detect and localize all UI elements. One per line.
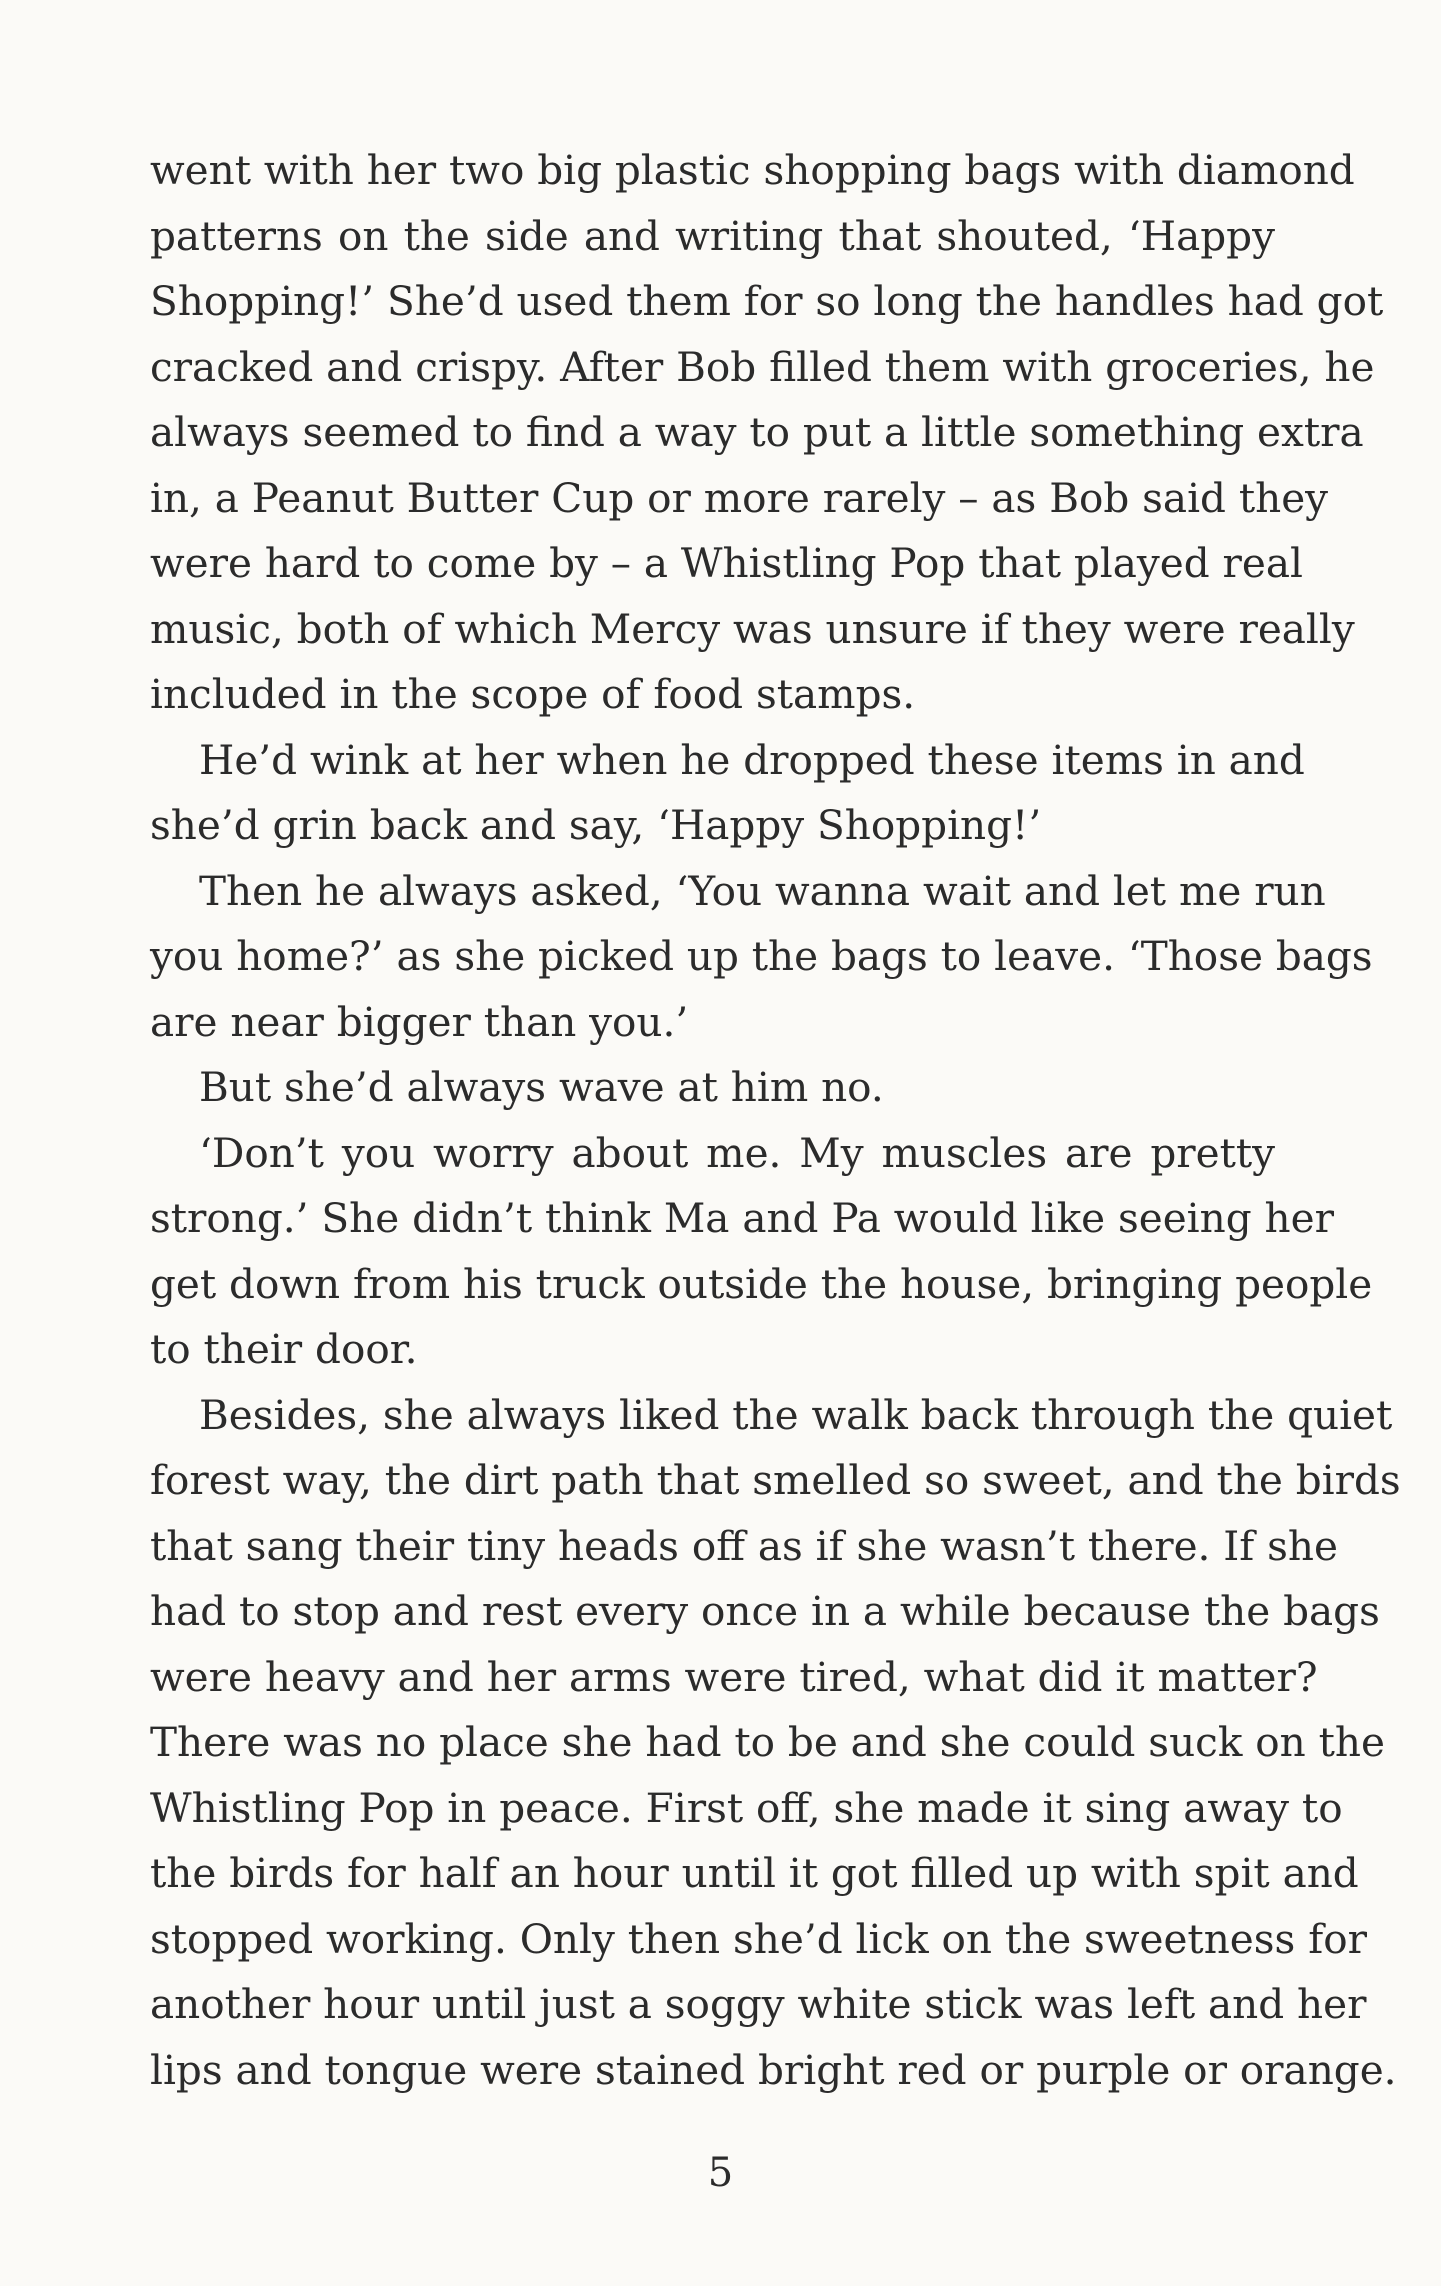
paragraph (150, 1055, 1275, 1121)
text-line: that sang their tiny heads off as if she wasn’t there. If she (150, 1521, 1338, 1570)
text-line: stopped working. Only then she’d lick on the sweetness for (150, 1914, 1367, 1963)
text-line: had to stop and rest every once in a while because the bags (150, 1587, 1380, 1635)
text-line: were hard to come by – a Whistling Pop that played real (150, 539, 1303, 587)
paragraph (150, 728, 1305, 859)
text-line: Whistling Pop in peace. First off, she made it sing away to (150, 1783, 1343, 1832)
text-line: Shopping!’ She’d used them for so long the handles had got (150, 277, 1384, 325)
text-line: music, both of which Mercy was unsure if they were really (150, 604, 1355, 653)
text-line: patterns on the side and writing that shouted, ‘Happy (150, 211, 1275, 260)
text-line: strong.’ She didn’t think Ma and Pa would like seeing her (150, 1194, 1334, 1242)
paragraph (150, 1383, 1401, 2104)
paragraph (150, 859, 1373, 1056)
text-line: another hour until just a soggy white stick was left and her (150, 1980, 1367, 2028)
text-line: lips and tongue were stained bright red or purple or orange. (150, 2045, 1397, 2094)
text-line: are near bigger than you.’ (150, 997, 689, 1046)
text-line: included in the scope of food stamps. (150, 670, 916, 718)
text-line: forest way, the dirt path that smelled so sweet, and the birds (150, 1456, 1401, 1504)
page-number: 5 (707, 2150, 734, 2196)
paragraph (150, 1121, 1373, 1383)
text-line: He’d wink at her when he dropped these items in and (199, 735, 1305, 784)
body-text (150, 138, 1401, 2103)
text-line: you home?’ as she picked up the bags to leave. ‘Those bags (150, 932, 1373, 980)
text-line: There was no place she had to be and she could suck on the (150, 1718, 1385, 1766)
text-line: the birds for half an hour until it got filled up with spit and (150, 1849, 1359, 1897)
text-line: But she’d always wave at him no. (199, 1063, 884, 1111)
paragraph (150, 138, 1384, 728)
text-line: get down from his truck outside the house, bringing people (150, 1259, 1373, 1308)
text-line: went with her two big plastic shopping bags with diamond (150, 146, 1355, 194)
text-line: always seemed to find a way to put a little something extra (150, 408, 1364, 456)
text-line: cracked and crispy. After Bob filled them with groceries, he (150, 342, 1375, 391)
text-line: were heavy and her arms were tired, what did it matter? (150, 1652, 1318, 1701)
text-line: ‘Don’t you worry about me. My muscles are pretty (199, 1128, 1275, 1177)
text-line: to their door. (150, 1325, 418, 1373)
text-line: she’d grin back and say, ‘Happy Shopping!’ (150, 801, 1042, 849)
text-line: Then he always asked, ‘You wanna wait and let me run (199, 866, 1326, 915)
text-line: Besides, she always liked the walk back through the quiet (199, 1390, 1393, 1439)
text-line: in, a Peanut Butter Cup or more rarely – as Bob said they (150, 473, 1329, 522)
